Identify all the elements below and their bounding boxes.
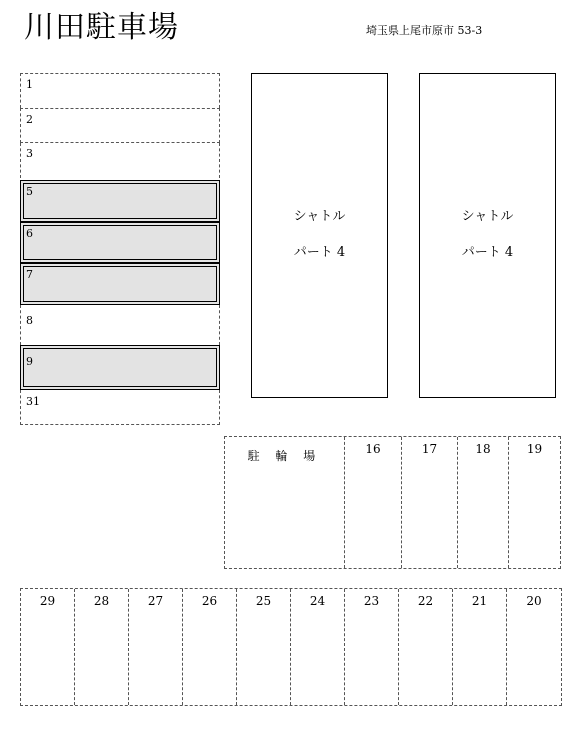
- parking-slot-3[interactable]: [20, 143, 220, 178]
- parking-slot-31[interactable]: [20, 390, 220, 425]
- slot-number: 25: [255, 594, 272, 608]
- slot-number: 17: [421, 442, 438, 456]
- shuttle-label: シャトル: [461, 209, 514, 224]
- slot-number: 1: [26, 78, 33, 91]
- slot-number: 26: [201, 594, 218, 608]
- parking-slot-5-reserved[interactable]: [20, 180, 220, 222]
- slot-number: 22: [417, 594, 434, 608]
- slot-number: 8: [26, 314, 33, 327]
- parking-slot-2[interactable]: [20, 108, 220, 143]
- shuttle-part-label: パート 4: [461, 245, 514, 260]
- parking-slot-21[interactable]: [453, 589, 507, 705]
- slot-number: 3: [26, 147, 33, 160]
- parking-slot-9-reserved[interactable]: [20, 345, 220, 390]
- parking-slot-25[interactable]: [237, 589, 291, 705]
- parking-slot-8[interactable]: [20, 305, 220, 345]
- slot-number: 31: [26, 395, 40, 408]
- slot-number: 5: [26, 185, 33, 198]
- slot-number: 7: [26, 268, 33, 281]
- bicycle-parking-area: [225, 437, 345, 568]
- parking-slot-17[interactable]: [402, 437, 458, 568]
- bottom-slot-row: [20, 588, 562, 706]
- bicycle-parking-label: 駐 輪 場: [247, 449, 322, 463]
- slot-number: 23: [363, 594, 380, 608]
- parking-slot-26[interactable]: [183, 589, 237, 705]
- left-slot-column: [20, 73, 220, 425]
- parking-slot-27[interactable]: [129, 589, 183, 705]
- slot-number: 6: [26, 227, 33, 240]
- slot-number: 20: [526, 594, 542, 608]
- parking-slot-18[interactable]: [458, 437, 509, 568]
- parking-slot-7-reserved[interactable]: [20, 263, 220, 305]
- parking-slot-28[interactable]: [75, 589, 129, 705]
- slot-number: 18: [475, 442, 491, 456]
- parking-slot-24[interactable]: [291, 589, 345, 705]
- slot-number: 27: [147, 594, 164, 608]
- address-label: 埼玉県上尾市原市 53-3: [366, 24, 483, 37]
- parking-slot-16[interactable]: [345, 437, 402, 568]
- page-title: 川田駐車場: [24, 10, 179, 45]
- slot-number: 16: [365, 442, 381, 456]
- parking-slot-23[interactable]: [345, 589, 399, 705]
- parking-slot-6-reserved[interactable]: [20, 222, 220, 263]
- parking-slot-22[interactable]: [399, 589, 453, 705]
- parking-slot-20[interactable]: [507, 589, 561, 705]
- slot-number: 21: [471, 594, 488, 608]
- shuttle-label: シャトル: [293, 209, 346, 224]
- shuttle-area-1: [251, 73, 388, 398]
- slot-number: 29: [39, 594, 56, 608]
- middle-slot-row: [224, 436, 561, 569]
- slot-number: 24: [309, 594, 326, 608]
- parking-slot-1[interactable]: [20, 73, 220, 108]
- slot-number: 9: [26, 355, 33, 368]
- parking-slot-19[interactable]: [509, 437, 560, 568]
- slot-number: 19: [526, 442, 543, 456]
- shuttle-area-2: [419, 73, 556, 398]
- parking-slot-29[interactable]: [21, 589, 75, 705]
- slot-number: 2: [26, 113, 33, 126]
- slot-number: 28: [93, 594, 110, 608]
- shuttle-part-label: パート 4: [293, 245, 346, 260]
